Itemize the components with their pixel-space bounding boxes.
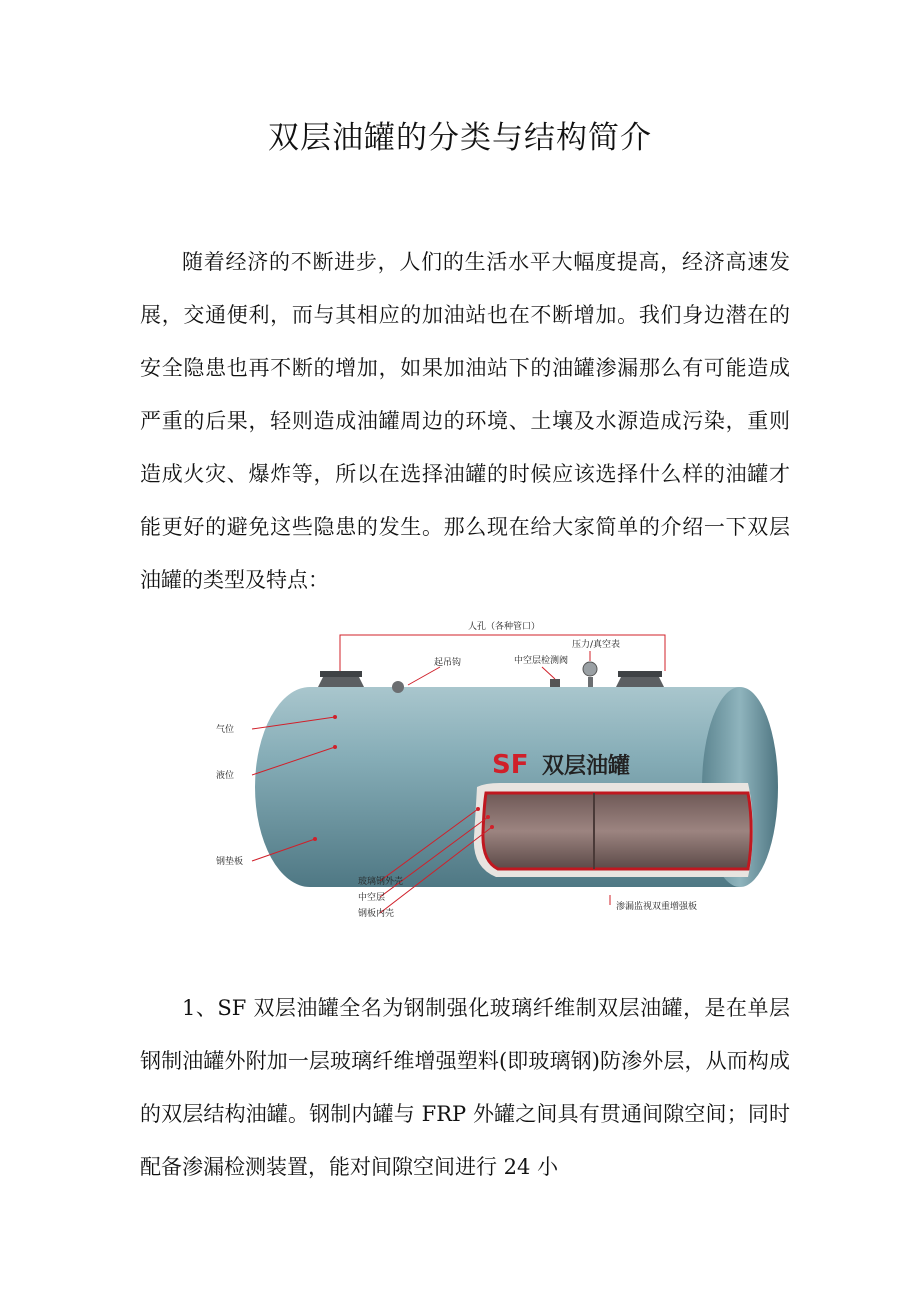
brand-name: 双层油罐 [542,754,631,779]
label-interstitial-valve: 中空层检测阀 [514,656,569,666]
interstitial-valve-icon [550,679,560,687]
label-steel-inner-shell: 钢板内壳 [358,909,395,919]
label-steel-pad: 钢垫板 [216,857,244,867]
label-interstitial-layer: 中空层 [358,893,386,903]
lifting-hook-icon [392,681,404,693]
label-gas-level: 气位 [216,725,235,735]
label-leak-monitor: 渗漏监视双重增强板 [616,902,698,912]
pressure-gauge-icon [583,662,597,676]
label-frp-shell: 玻璃钢外壳 [358,877,404,887]
label-pressure-gauge: 压力/真空表 [572,640,621,650]
pressure-gauge-stem [588,677,593,687]
manhole-left [318,671,364,687]
manhole-right [616,671,664,687]
page-title: 双层油罐的分类与结构简介 [268,120,652,156]
section-1-paragraph: 1、SF 双层油罐全名为钢制强化玻璃纤维制双层油罐，是在单层钢制油罐外附加一层玻璃纤维增强塑料(即玻璃钢)防渗外层，从而构成的双层结构油罐。钢制内罐与 FRP 外罐之间具有贯通间隙空间；同时配备渗漏检测装置，能对间隙空间进行 24 小 [140,996,790,1179]
intro-paragraph: 随着经济的不断进步，人们的生活水平大幅度提高，经济高速发展，交通便利，而与其相应的加油站也在不断增加。我们身边潜在的安全隐患也再不断的增加，如果加油站下的油罐渗漏那么有可能造成严重的后果，轻则造成油罐周边的环境、土壤及水源造成污染，重则造成火灾、爆炸等，所以在选择油罐的时候应该选择什么样的油罐才能更好的避免这些隐患的发生。那么现在给大家简单的介绍一下双层油罐的类型及特点： [140,250,790,592]
brand-sf: SF [492,750,529,780]
label-lifting-hook: 起吊钩 [434,658,462,668]
tank-diagram-svg [200,605,790,935]
tank-diagram [200,605,790,935]
label-liquid-level: 液位 [216,771,235,781]
tank-cutaway [474,783,753,877]
label-manhole: 人孔（各种管口） [468,622,541,632]
